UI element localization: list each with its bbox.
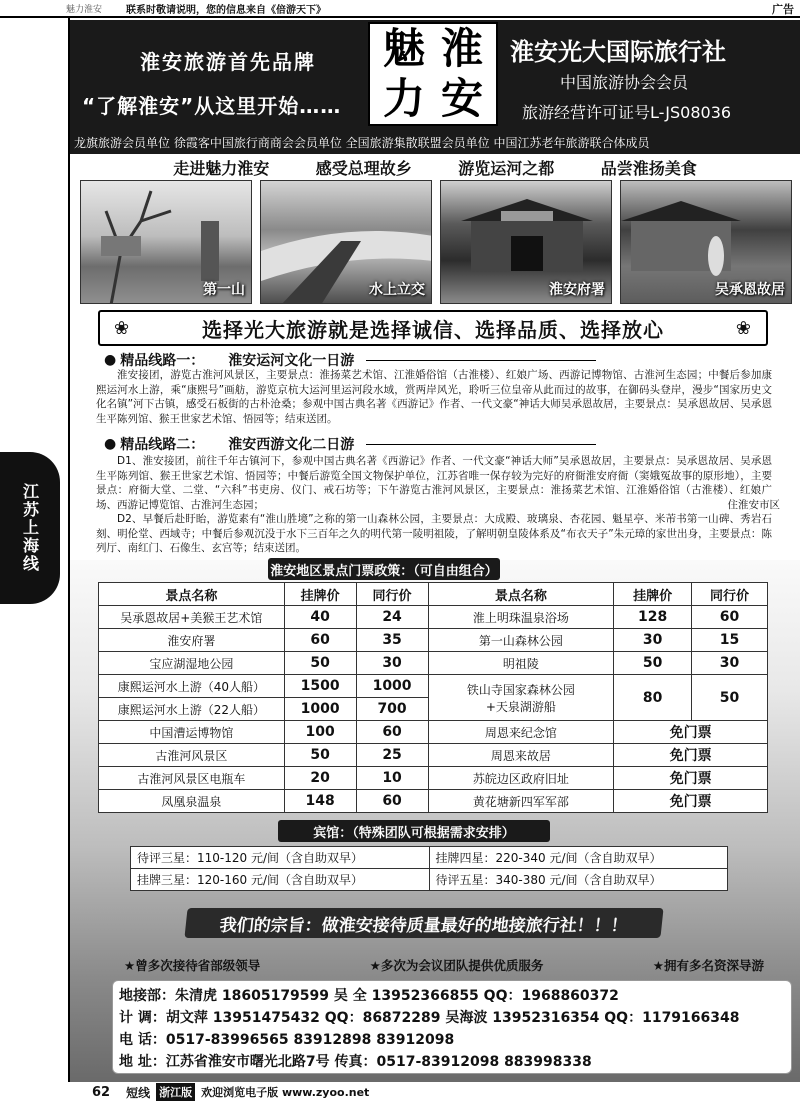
peer-price: 24: [356, 606, 428, 629]
hotel-rate: 待评五星：340-380 元/间（含自助双早）: [429, 869, 728, 891]
flower-icon: ❀: [114, 318, 131, 339]
column-header: 景点名称: [428, 583, 614, 606]
photo-caption: 水上立交: [369, 282, 425, 298]
table-row: [99, 790, 768, 813]
contact-planning: 计 调：胡文萍 13951475432 QQ：86872289 吴海波 13952316354 QQ：1179166348: [119, 1010, 740, 1026]
route2-day1: D1、淮安接团，前往千年古镇河下，参观中国古典名著《西游记》作者、一代文豪“神话大师”吴承恩故居，主要景点：吴承恩故居、吴承恩生平陈列馆、猴王世家艺术馆、悟园等；中餐后游览全国文物保护单位，江苏省唯一保存较为完好的府衙淮安府衙（窦娥冤故事的原形地），主要景点：府衙大堂、二堂、“六科”书吏房、仪门、戒石坊等；下午游览古淮河风景区，主要景点：淮扬菜艺术馆、江淮婚俗馆（古淮楼）、红娘广场、西游记博览馆、古淮河生态园；: [96, 455, 772, 511]
peer-price: 30: [692, 652, 768, 675]
free-admission: 免门票: [614, 721, 768, 744]
slogan-item: 游览运河之都: [458, 158, 555, 178]
photo-strip: [80, 180, 792, 304]
column-header: 挂牌价: [284, 583, 356, 606]
route-label: 精品线路一：: [120, 353, 205, 369]
site-name-line: 铁山寺国家森林公园: [466, 682, 575, 697]
site-name: 黄花塘新四军军部: [428, 790, 614, 813]
logo-char: 力: [382, 74, 425, 123]
site-name: 中国漕运博物馆: [99, 721, 285, 744]
hotel-table: [130, 846, 728, 891]
footer-bar: [70, 1082, 800, 1102]
photo-huaian-prefecture: [440, 180, 612, 304]
license-number: 旅游经营许可证号L-JS08036: [522, 103, 732, 122]
list-price: 1000: [284, 698, 356, 721]
peer-price: 700: [356, 698, 428, 721]
list-price: 100: [284, 721, 356, 744]
service-point: ★多次为会议团队提供优质服务: [369, 958, 544, 973]
section-name: 短线: [126, 1085, 151, 1100]
photo-water-interchange: [260, 180, 432, 304]
photo-wu-chengen-residence: [620, 180, 792, 304]
free-admission: 免门票: [614, 744, 768, 767]
site-name: 凤凰泉温泉: [99, 790, 285, 813]
site-name: 淮上明珠温泉浴场: [428, 606, 614, 629]
hotel-rate: 挂牌四星：220-340 元/间（含自助双早）: [429, 847, 728, 869]
table-row: [99, 675, 768, 698]
peer-price: 60: [692, 606, 768, 629]
list-price: 80: [614, 675, 692, 721]
service-points: [124, 956, 764, 974]
divider: [366, 444, 596, 445]
list-price: 128: [614, 606, 692, 629]
list-price: 1500: [284, 675, 356, 698]
site-name: 康熙运河水上游（40人船）: [99, 675, 285, 698]
route1-description: 淮安接团，游览古淮河风景区，主要景点：淮扬菜艺术馆、江淮婚俗馆（古淮楼）、红娘广场、西游记博物馆、古淮河生态园；中餐后参加康熙运河水上游，乘“康熙号”画舫，游览京杭大运河里运河段水域，赏两岸风光，聆听三位皇帝从此而过的故事，在御码头登岸，漫步“国家历史文化名镇”河下古镇，感受石板街的古朴沧桑；参观中国古典名著《西游记》作者、一代文豪“神话大师吴承恩故居，主要景点：吴承恩故居、吴承恩生平陈列馆、猴王世家艺术馆、悟园等；结束送团。: [96, 369, 772, 425]
page-number: 62: [92, 1084, 111, 1100]
table-row: [99, 652, 768, 675]
column-header: 挂牌价: [614, 583, 692, 606]
route1-title: [104, 350, 596, 370]
list-price: 30: [614, 629, 692, 652]
top-bar: [0, 0, 800, 18]
site-name: 淮安府署: [99, 629, 285, 652]
list-price: 50: [614, 652, 692, 675]
route-name: 淮安西游文化二日游: [228, 437, 355, 453]
contact-reception: 地接部：朱清虎 18605179599 吴 全 13952366855 QQ：1968860372: [119, 988, 619, 1004]
company-motto: 我们的宗旨：做淮安接待质量最好的地接旅行社！！！: [184, 908, 663, 938]
list-price: 148: [284, 790, 356, 813]
photo-caption: 吴承恩故居: [715, 282, 785, 298]
peer-price: 1000: [356, 675, 428, 698]
table-row: [131, 869, 728, 891]
list-price: 60: [284, 629, 356, 652]
hotel-title: 宾馆：（特殊团队可根据需求安排）: [278, 820, 550, 842]
column-header: 同行价: [356, 583, 428, 606]
company-name: 淮安光大国际旅行社: [510, 38, 726, 66]
list-price: 50: [284, 652, 356, 675]
table-row: [99, 606, 768, 629]
logo-char: 安: [440, 74, 483, 123]
table-row: [99, 744, 768, 767]
route-name: 淮安运河文化一日游: [228, 353, 355, 369]
site-name: 周恩来故居: [428, 744, 614, 767]
ticket-table: [98, 582, 768, 813]
table-row: [99, 629, 768, 652]
list-price: 20: [284, 767, 356, 790]
site-name: 康熙运河水上游（22人船）: [99, 698, 285, 721]
peer-price: 10: [356, 767, 428, 790]
source-notice: 联系时敬请说明，您的信息来自《倍游天下》: [126, 4, 326, 16]
hotel-rate: 待评三星：110-120 元/间（含自助双早）: [131, 847, 430, 869]
brand-slogan: “了解淮安”从这里开始……: [82, 94, 342, 118]
site-name: 周恩来纪念馆: [428, 721, 614, 744]
site-name: 古淮河风景区电瓶车: [99, 767, 285, 790]
route2-title: [104, 434, 596, 454]
site-name: 第一山森林公园: [428, 629, 614, 652]
slogan-item: 感受总理故乡: [315, 158, 412, 178]
route2-day1-lodging: 住淮安市区: [727, 499, 780, 511]
free-admission: 免门票: [614, 790, 768, 813]
association-member: 中国旅游协会会员: [560, 73, 689, 92]
photo-caption: 淮安府署: [549, 282, 605, 298]
peer-price: 60: [356, 790, 428, 813]
photo-first-mountain: [80, 180, 252, 304]
peer-price: 35: [356, 629, 428, 652]
site-name: 明祖陵: [428, 652, 614, 675]
table-row: [99, 721, 768, 744]
route-label: 精品线路二：: [120, 437, 205, 453]
peer-price: 25: [356, 744, 428, 767]
city-logo: [368, 22, 498, 126]
website-link[interactable]: 欢迎浏览电子版 www.zyoo.net: [201, 1086, 370, 1099]
free-admission: 免门票: [614, 767, 768, 790]
brand-tagline: 淮安旅游首先品牌: [140, 50, 316, 74]
divider: [366, 360, 596, 361]
table-header-row: [99, 583, 768, 606]
column-header: 景点名称: [99, 583, 285, 606]
member-units-bar: 龙旗旅游会员单位 徐霞客中国旅行商商会会员单位 全国旅游集散联盟会员单位 中国江苏老年旅游联合体成员: [70, 130, 800, 154]
site-name: 苏皖边区政府旧址: [428, 767, 614, 790]
peer-price: 60: [356, 721, 428, 744]
site-name: [428, 675, 614, 721]
bullet-icon: ●: [104, 352, 117, 368]
ticket-policy-title: 淮安地区景点门票政策：（可自由组合）: [268, 558, 500, 580]
slogan-bar: [70, 154, 800, 180]
site-name-line: +天泉湖游船: [485, 699, 556, 714]
list-price: 40: [284, 606, 356, 629]
photo-caption: 第一山: [203, 282, 245, 298]
table-row: [99, 767, 768, 790]
publisher-logo: 魅力淮安: [66, 4, 103, 15]
header-banner: [70, 20, 800, 130]
peer-price: 50: [692, 675, 768, 721]
list-price: 50: [284, 744, 356, 767]
site-name: 吴承恩故居+美猴王艺术馆: [99, 606, 285, 629]
flower-icon: ❀: [735, 318, 752, 339]
service-point: ★曾多次接待省部级领导: [124, 958, 261, 973]
logo-char: 魅: [382, 24, 425, 73]
peer-price: 30: [356, 652, 428, 675]
contact-box: [112, 980, 792, 1074]
table-row: [131, 847, 728, 869]
column-header: 同行价: [692, 583, 768, 606]
bullet-icon: ●: [104, 436, 117, 452]
ad-label: 广告: [772, 3, 794, 16]
peer-price: 15: [692, 629, 768, 652]
route2-day2: D2、早餐后赴盱眙，游览素有“淮山胜境”之称的第一山森林公园，主要景点：大成殿、玻璃泉、杏花园、魁星亭、米芾书第一山碑、秀岩石刻、明伦堂、西域寺；中餐后参观沉没于水下三百年之久的明代第一陵明祖陵，了解明朝皇陵体系及“布衣天子”朱元璋的家世出身，主要景点：陈列厅、南红门、石像生、玄宫等；结束送团。: [96, 513, 772, 554]
contact-phone: 电 话：0517-83996565 83912898 83912098: [119, 1032, 455, 1048]
contact-address: 地 址：江苏省淮安市曙光北路7号 传真：0517-83912098 883998338: [119, 1054, 592, 1070]
hotel-rate: 挂牌三星：120-160 元/间（含自助双早）: [131, 869, 430, 891]
section-side-tab: 江苏上海线: [0, 452, 60, 604]
slogan-item: 品尝淮扬美食: [600, 158, 697, 178]
site-name: 宝应湖湿地公园: [99, 652, 285, 675]
edition-tag: 浙江版: [156, 1083, 195, 1101]
service-point: ★拥有多名资深导游: [652, 958, 764, 973]
logo-char: 淮: [440, 24, 483, 73]
choose-slogan: 选择光大旅游就是选择诚信、选择品质、选择放心: [202, 317, 664, 342]
choose-slogan-box: [98, 310, 768, 346]
site-name: 古淮河风景区: [99, 744, 285, 767]
slogan-item: 走进魅力淮安: [173, 158, 270, 178]
